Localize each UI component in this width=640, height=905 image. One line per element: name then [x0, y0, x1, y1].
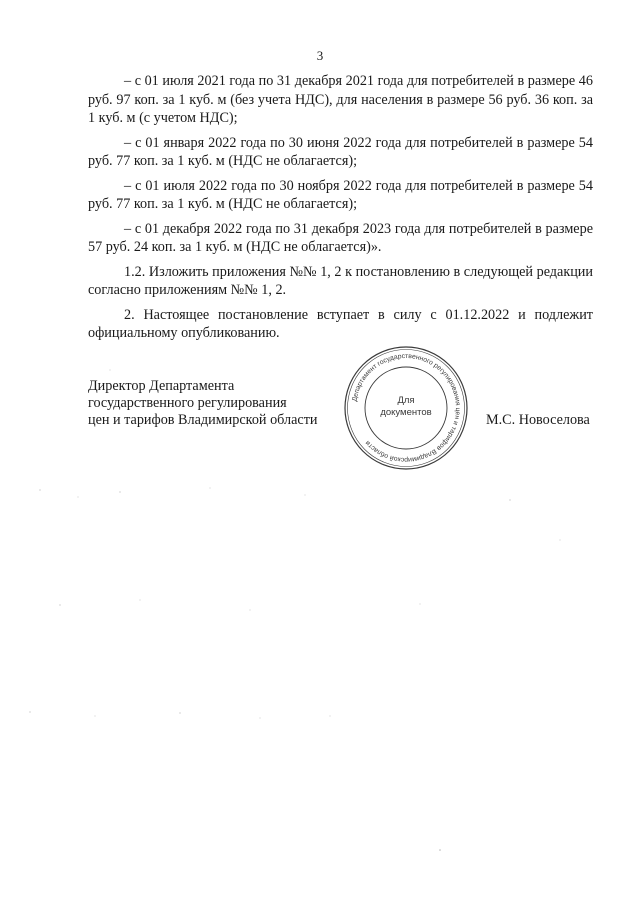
tariff-paragraph-2: – с 01 января 2022 года по 30 июня 2022 года для потребителей в размере 54 руб. 77 коп. за 1 куб. м (НДС не облагается); — [88, 134, 593, 169]
page-number: 3 — [316, 48, 324, 63]
stamp-center-line-1: Для — [397, 395, 415, 406]
signature-title-line-1: Директор Департамента — [88, 378, 235, 394]
stamp-center-line-2: документов — [380, 407, 432, 418]
signature-title — [88, 378, 318, 428]
clause-1-2: 1.2. Изложить приложения №№ 1, 2 к постановлению в следующей редакции согласно приложениям №№ 1, 2. — [88, 263, 593, 298]
tariff-paragraph-4: – с 01 декабря 2022 года по 31 декабря 2023 года для потребителей в размере 57 руб. 24 коп. за 1 куб. м (НДС не облагается)». — [88, 220, 593, 255]
tariff-paragraph-1: – с 01 июля 2021 года по 31 декабря 2021 года для потребителей в размере 46 руб. 97 коп. за 1 куб. м (без учета НДС), для населения в размере 56 руб. 36 коп. за 1 куб. м (с учетом НДС); — [88, 73, 593, 126]
signature-title-line-3: цен и тарифов Владимирской области — [88, 411, 318, 428]
clause-2: 2. Настоящее постановление вступает в силу с 01.12.2022 и подлежит официальному опубликованию. — [88, 306, 593, 341]
signer-name: М.С. Новоселова — [486, 412, 590, 428]
document-body — [88, 72, 593, 349]
stamp-ring-text: Департамент государственного регулирования цен и тарифов Владимирской области — [351, 352, 462, 464]
official-stamp — [342, 344, 470, 472]
signature-title-line-2: государственного регулирования — [88, 394, 287, 411]
tariff-paragraph-3: – с 01 июля 2022 года по 30 ноября 2022 года для потребителей в размере 54 руб. 77 коп. за 1 куб. м (НДС не облагается); — [88, 177, 593, 212]
